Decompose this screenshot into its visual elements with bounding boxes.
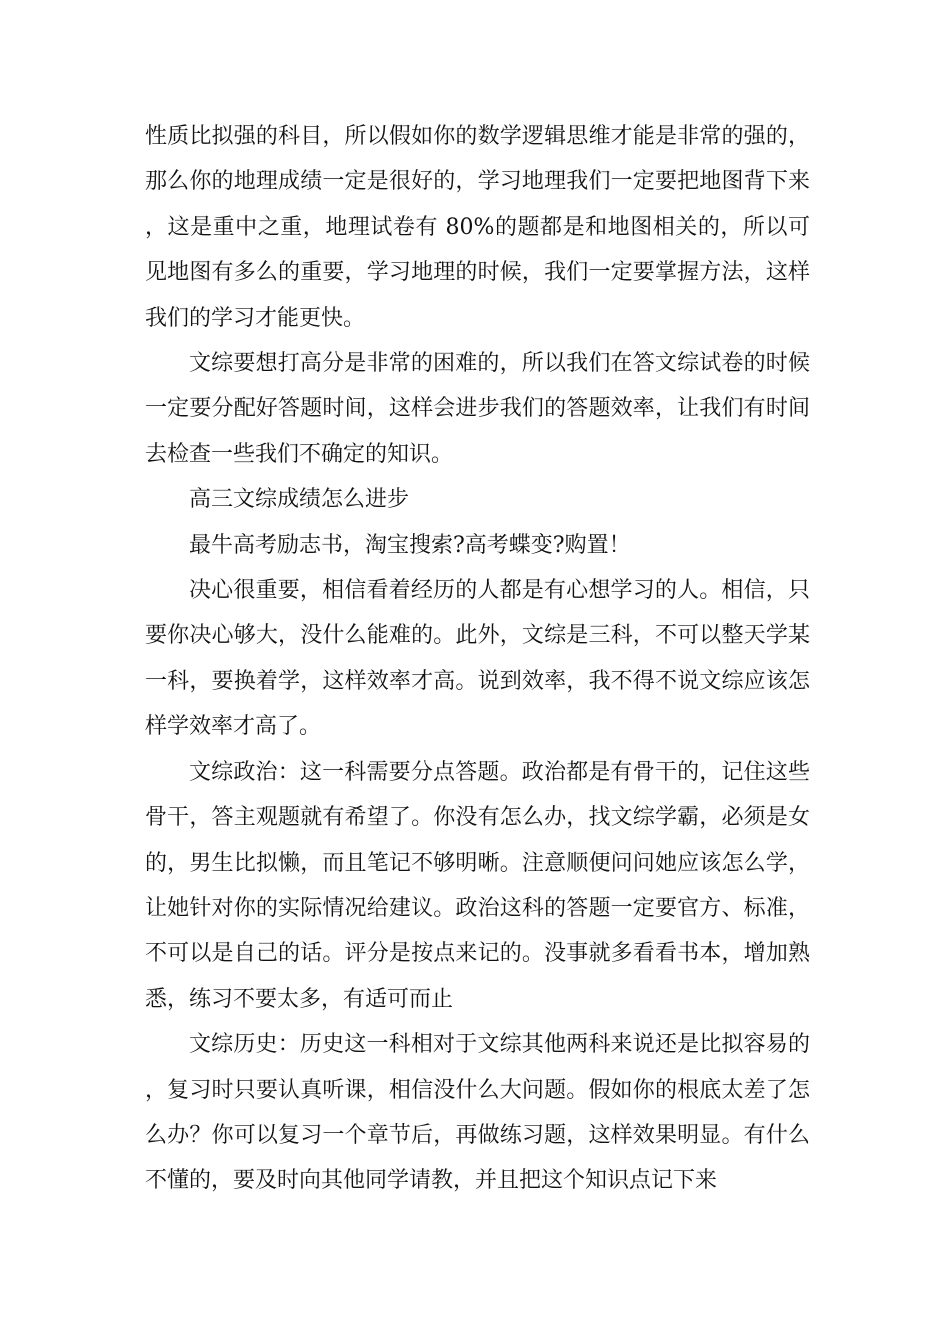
paragraph-determination: 决心很重要，相信看着经历的人都是有心想学习的人。相信，只要你决心够大，没什么能难的。此外，文综是三科，不可以整天学某一科，要换着学，这样效率才高。说到效率，我不得不说文综应该怎样学效率才高了。 <box>145 578 810 740</box>
section-heading: 高三文综成绩怎么进步 <box>189 487 410 513</box>
paragraph-politics: 文综政治：这一科需要分点答题。政治都是有骨干的，记住这些骨干，答主观题就有希望了。你没有怎么办，找文综学霸，必须是女的，男生比拟懒，而且笔记不够明晰。注意顺便问问她应该怎么学，让她针对你的实际情况给建议。政治这科的答题一定要官方、标准，不可以是自己的话。评分是按点来记的。没事就多看看书本，增加熟悉，练习不要太多，有适可而止 <box>145 759 810 1012</box>
paragraph-history: 文综历史：历史这一科相对于文综其他两科来说还是比拟容易的，复习时只要认真听课，相信没什么大问题。假如你的根底太差了怎么办？你可以复习一个章节后，再做练习题，这样效果明显。有什么不懂的，要及时向其他同学请教，并且把这个知识点记下来 <box>145 1032 810 1194</box>
paragraph-ad: 最牛高考励志书，淘宝搜索?高考蝶变?购置！ <box>189 532 631 558</box>
paragraph-geography-continued: 性质比拟强的科目，所以假如你的数学逻辑思维才能是非常的强的，那么你的地理成绩一定是很好的，学习地理我们一定要把地图背下来，这是重中之重，地理试卷有 80%的题都是和地图相关的，所以可见地图有多么的重要，学习地理的时候，我们一定要掌握方法，这样我们的学习才能更快。 <box>145 124 810 331</box>
paragraph-exam-time: 文综要想打高分是非常的困难的，所以我们在答文综试卷的时候一定要分配好答题时间，这样会进步我们的答题效率，让我们有时间去检查一些我们不确定的知识。 <box>145 351 810 467</box>
document-body <box>145 114 810 1204</box>
